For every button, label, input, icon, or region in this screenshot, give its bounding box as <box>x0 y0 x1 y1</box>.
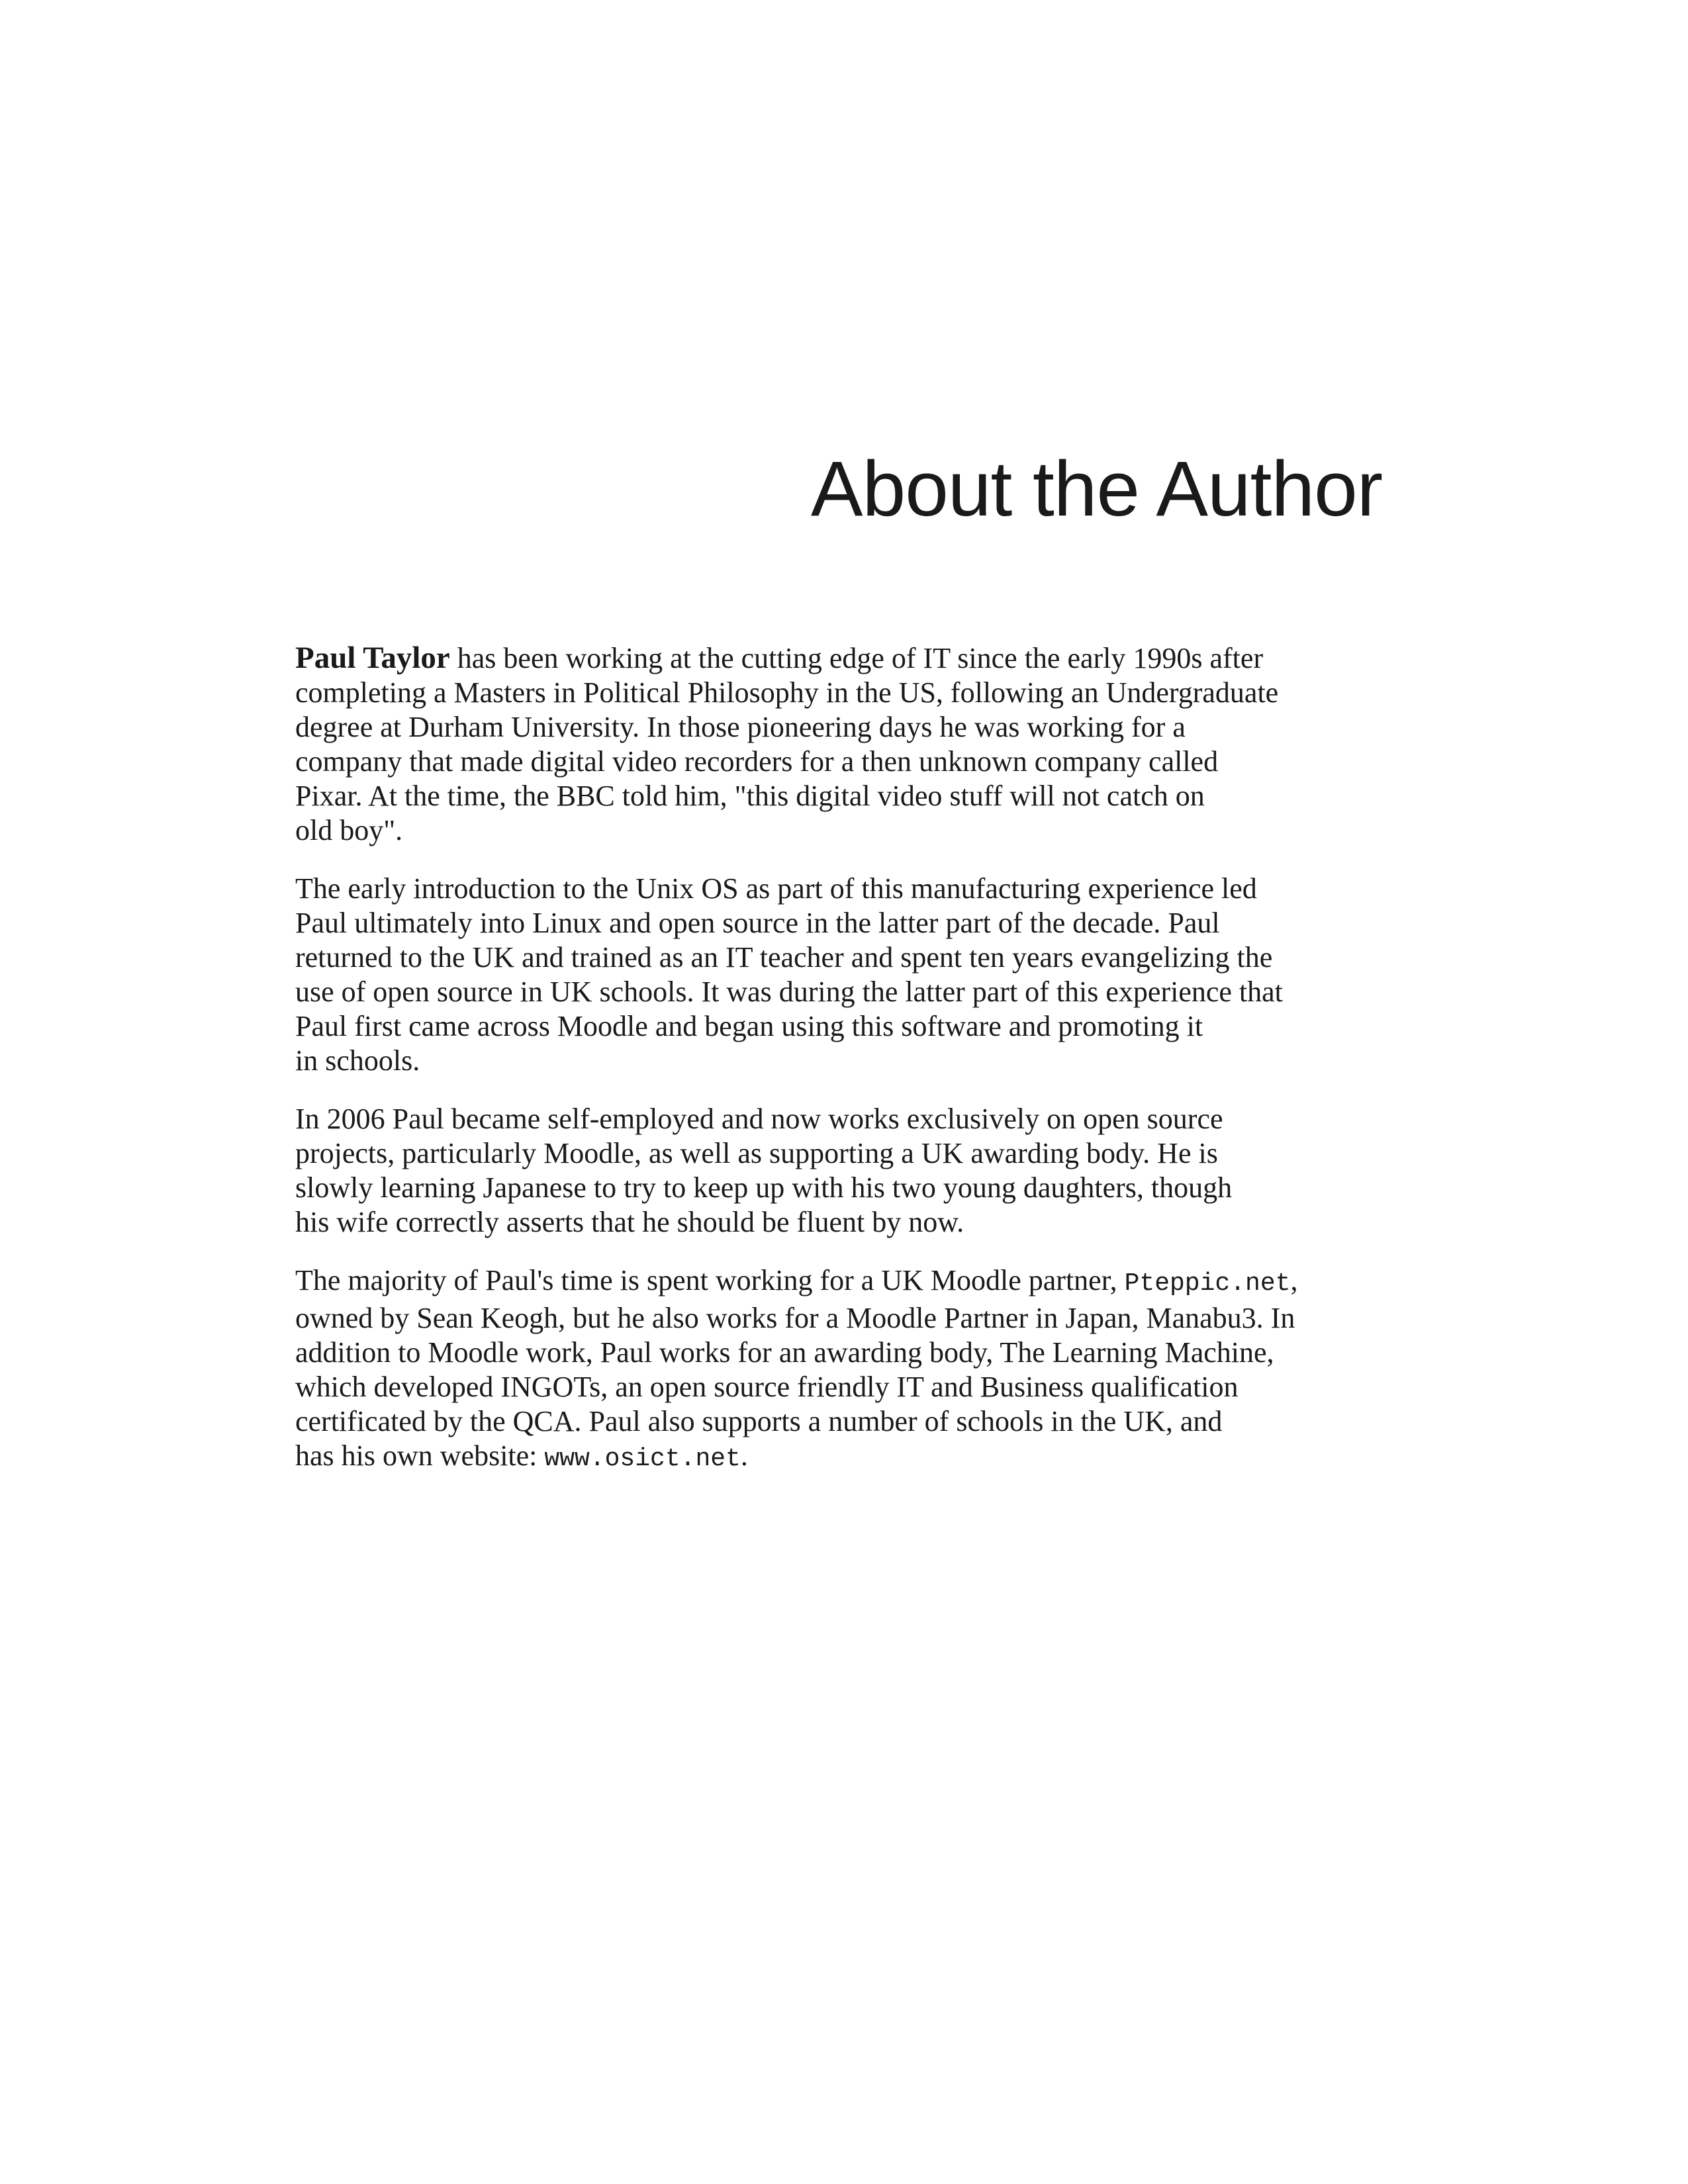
bio-text: returned to the UK and trained as an IT teacher and spent ten years evangelizing the <box>295 941 1273 974</box>
bio-text: . <box>740 1439 748 1472</box>
partner-site-url: Pteppic.net <box>1124 1269 1291 1298</box>
bio-text: degree at Durham University. In those pioneering days he was working for a <box>295 711 1186 743</box>
bio-text: has his own website: <box>295 1439 545 1472</box>
bio-text: Paul first came across Moodle and began using this software and promoting it <box>295 1010 1203 1042</box>
bio-text: certificated by the QCA. Paul also supports a number of schools in the UK, and <box>295 1405 1223 1437</box>
bio-text: has been working at the cutting edge of IT since the early 1990s after <box>449 642 1264 674</box>
author-bio <box>295 641 1394 1500</box>
bio-text: in schools. <box>295 1044 420 1077</box>
bio-text: The majority of Paul's time is spent working for a UK Moodle partner, <box>295 1264 1125 1297</box>
bio-text: In 2006 Paul became self-employed and now works exclusively on open source <box>295 1103 1223 1135</box>
bio-text: use of open source in UK schools. It was during the latter part of this experience that <box>295 976 1283 1008</box>
bio-text: old boy". <box>295 814 403 846</box>
bio-text: Paul ultimately into Linux and open source in the latter part of the decade. Paul <box>295 907 1220 939</box>
bio-text: projects, particularly Moodle, as well as supporting a UK awarding body. He is <box>295 1137 1218 1169</box>
bio-paragraph-4 <box>295 1263 1394 1477</box>
bio-text: Pixar. At the time, the BBC told him, "this digital video stuff will not catch on <box>295 780 1205 812</box>
bio-text: his wife correctly asserts that he should be fluent by now. <box>295 1206 964 1238</box>
bio-text: owned by Sean Keogh, but he also works for a Moodle Partner in Japan, Manabu3. In <box>295 1302 1295 1334</box>
bio-paragraph-3 <box>295 1102 1394 1240</box>
bio-text: , <box>1290 1264 1298 1297</box>
author-name: Paul Taylor <box>295 641 450 675</box>
bio-text: slowly learning Japanese to try to keep up with his two young daughters, though <box>295 1171 1233 1204</box>
bio-text: addition to Moodle work, Paul works for an awarding body, The Learning Machine, <box>295 1336 1274 1369</box>
bio-text: The early introduction to the Unix OS as part of this manufacturing experience led <box>295 872 1257 905</box>
bio-text: company that made digital video recorders for a then unknown company called <box>295 745 1219 778</box>
website-url: www.osict.net <box>544 1445 741 1473</box>
bio-paragraph-2 <box>295 872 1394 1078</box>
bio-text: completing a Masters in Political Philosophy in the US, following an Undergraduate <box>295 676 1279 709</box>
bio-paragraph-1 <box>295 641 1394 848</box>
bio-text: which developed INGOTs, an open source friendly IT and Business qualification <box>295 1371 1239 1403</box>
page-title: About the Author <box>810 445 1382 533</box>
